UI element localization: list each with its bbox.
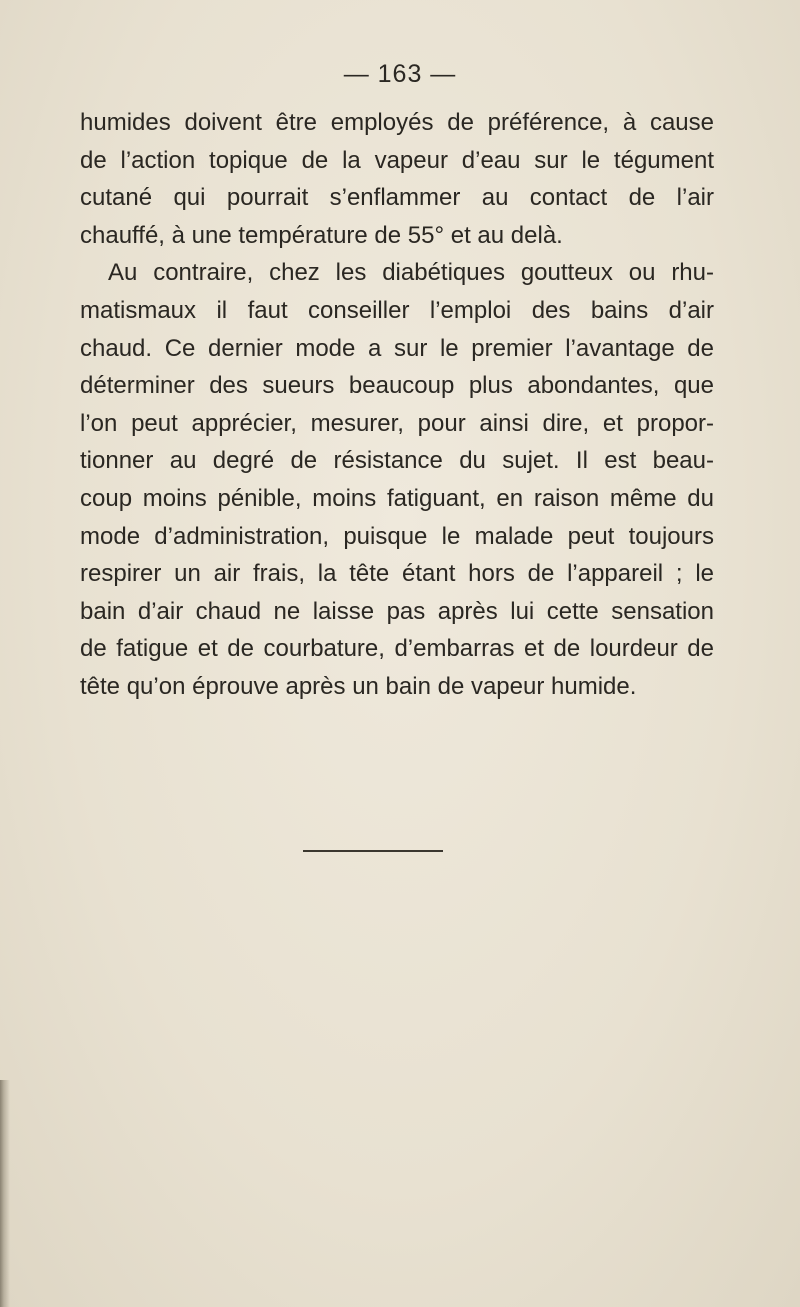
page-number: — 163 — [343,60,457,88]
text-line: bain d’air chaud ne laisse pas après lui cette sensation [80,597,714,625]
section-divider [303,850,443,852]
text-line: matismaux il faut conseiller l’emploi des bains d’air [80,296,714,324]
text-line: chauffé, à une température de 55° et au delà. [80,221,563,249]
text-line: de l’action topique de la vapeur d’eau sur le tégument [80,146,714,174]
text-line: Au contraire, chez les diabétiques goutteux ou rhu- [108,259,714,287]
text-line: respirer un air frais, la tête étant hors de l’appareil ; le [80,560,714,588]
body-text [80,104,714,706]
text-line: tête qu’on éprouve après un bain de vapeur humide. [80,672,637,700]
text-line: chaud. Ce dernier mode a sur le premier l’avantage de [80,334,714,362]
text-line: coup moins pénible, moins fatiguant, en raison même du [80,484,714,512]
text-line: cutané qui pourrait s’enflammer au contact de l’air [80,184,714,212]
text-line: tionner au degré de résistance du sujet. Il est beau- [80,447,714,475]
page-edge-shadow [0,1080,10,1307]
text-line: mode d’administration, puisque le malade peut toujours [80,522,714,550]
text-line: l’on peut apprécier, mesurer, pour ainsi dire, et propor- [80,409,714,437]
text-line: de fatigue et de courbature, d’embarras et de lourdeur de [80,635,714,663]
text-line: humides doivent être employés de préférence, à cause [80,109,714,136]
text-line: déterminer des sueurs beaucoup plus abondantes, que [80,372,714,400]
